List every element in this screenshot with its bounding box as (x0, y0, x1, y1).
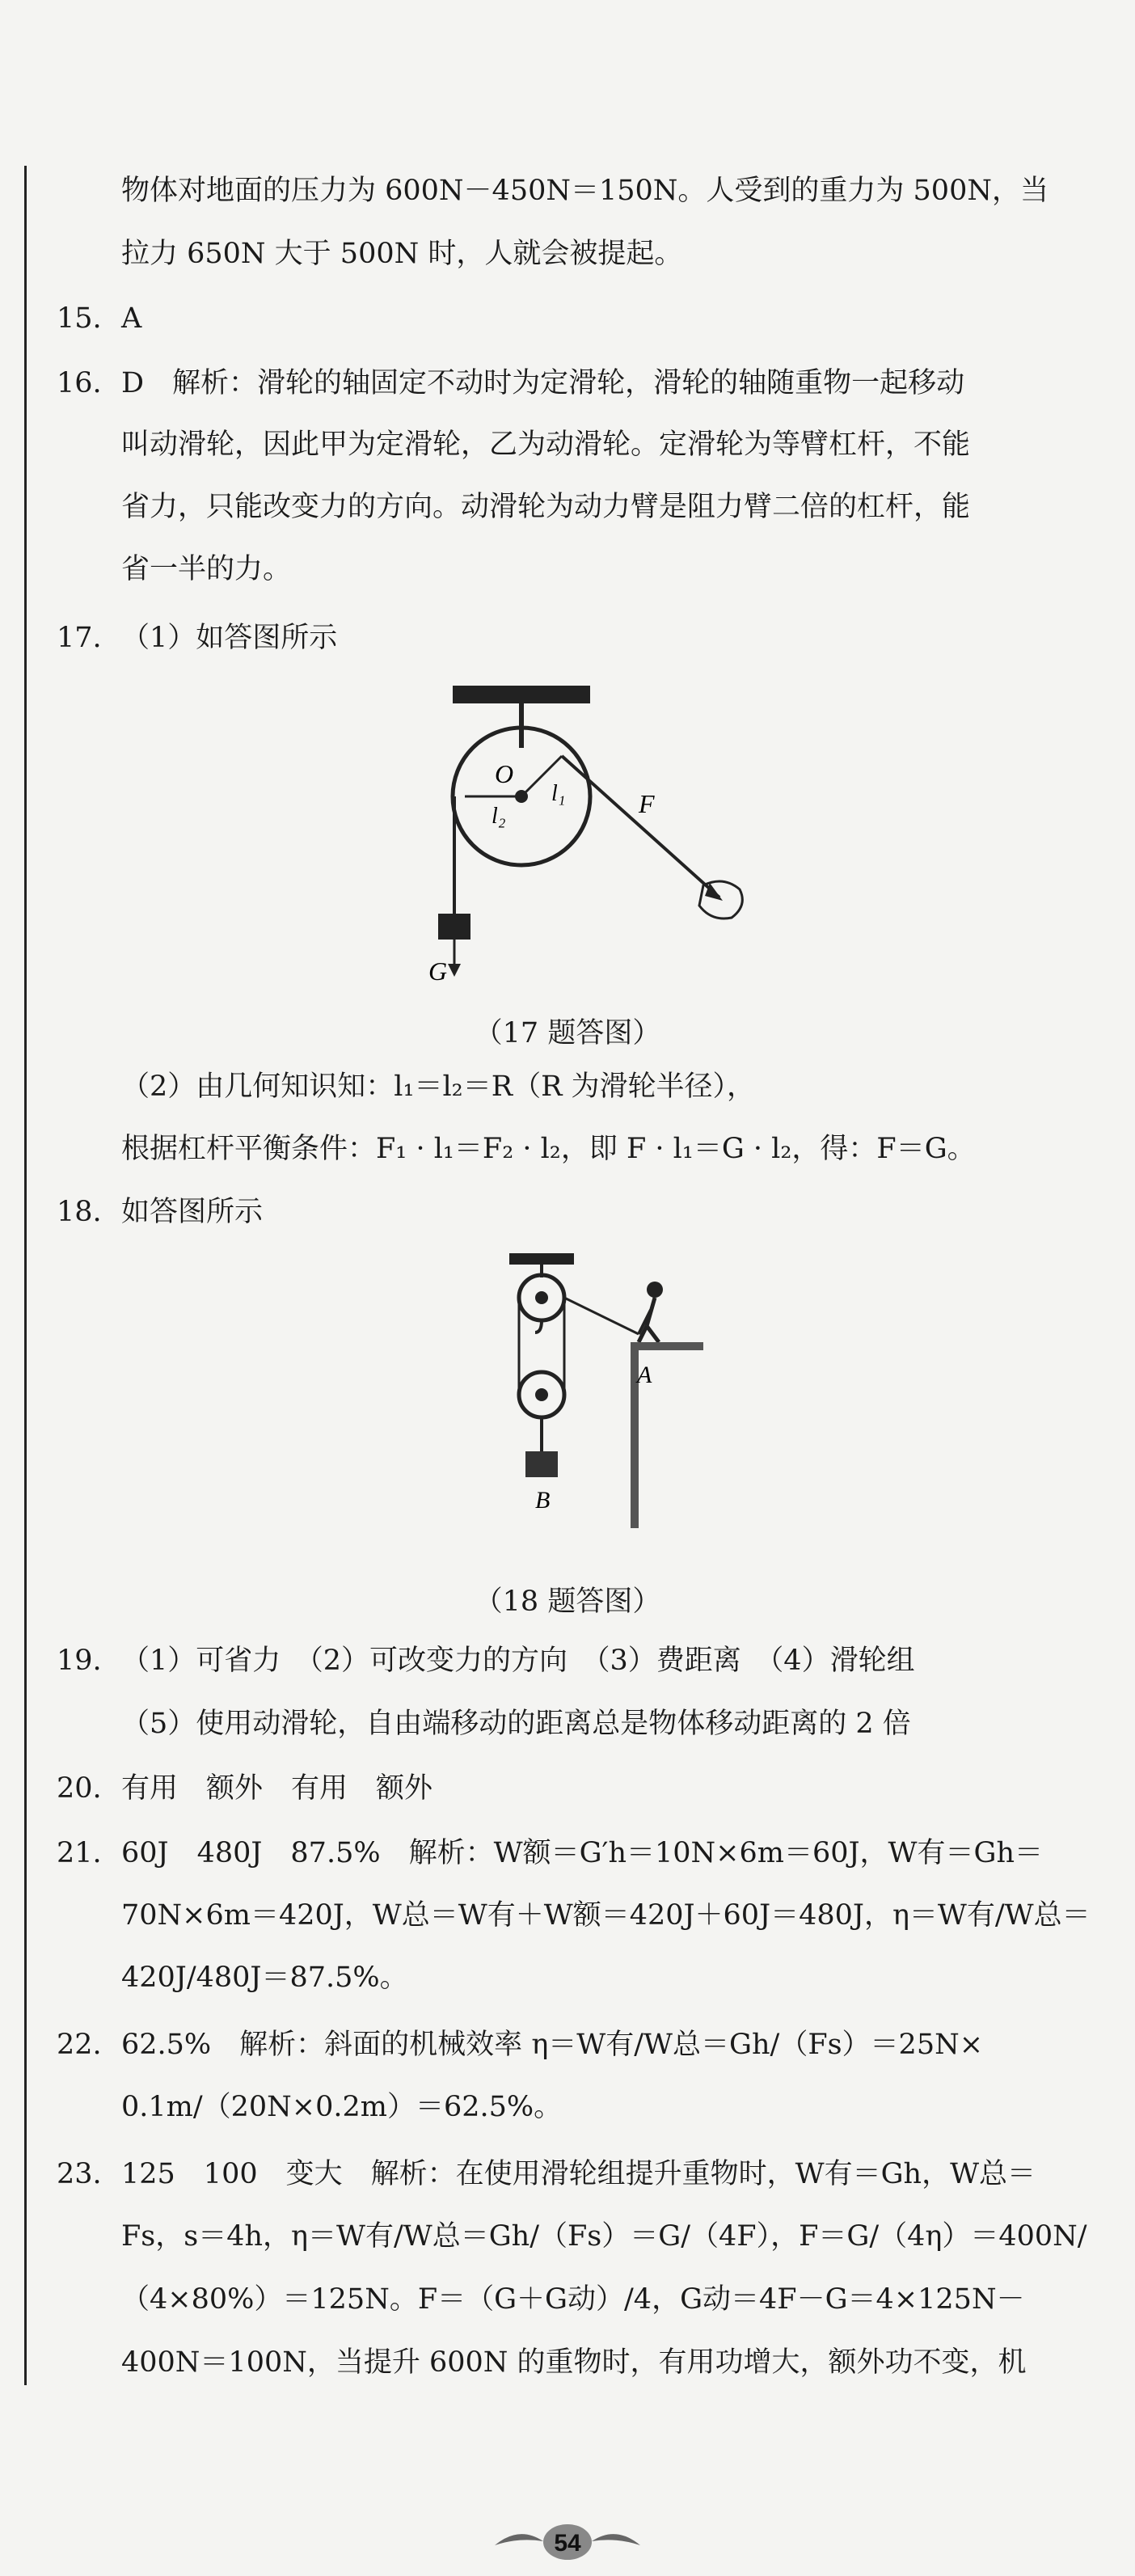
question-23: 23. 125 100 变大 解析：在使用滑轮组提升重物时，W有＝Gh，W总＝ (57, 2158, 1036, 2190)
label-l2: l₂ (492, 804, 506, 829)
question-18: 18. 如答图所示 (57, 1196, 264, 1228)
text-line: 420J/480J＝87.5%。 (121, 1962, 408, 1994)
text-line: 70N×6m＝420J，W总＝W有＋W额＝420J＋60J＝480J，η＝W有/W总＝ (121, 1899, 1091, 1932)
label-G: G (428, 956, 448, 986)
label-l1: l₁ (551, 781, 566, 806)
question-20: 20. 有用 额外 有用 额外 (57, 1772, 433, 1805)
text-line: 物体对地面的压力为 600N－450N＝150N。人受到的重力为 500N，当 (121, 175, 1049, 207)
question-15: 15. A (57, 302, 142, 335)
label-B: B (535, 1487, 551, 1514)
question-21: 21. 60J 480J 87.5% 解析：W额＝G′h＝10N×6m＝60J，W有＝Gh＝ (57, 1837, 1043, 1869)
label-F: F (639, 789, 655, 818)
figure-18-caption: （18 题答图） (474, 1586, 661, 1618)
text-line: 省力，只能改变力的方向。动滑轮为动力臂是阻力臂二倍的杠杆，能 (121, 491, 971, 523)
text-line: （5）使用动滑轮，自由端移动的距离总是物体移动距离的 2 倍 (121, 1708, 911, 1740)
text-line: 省一半的力。 (121, 553, 292, 585)
text-line: 根据杠杆平衡条件：F₁ · l₁＝F₂ · l₂，即 F · l₁＝G · l₂，得：F＝G。 (121, 1133, 976, 1165)
text-line: 拉力 650N 大于 500N 时，人就会被提起。 (121, 238, 683, 270)
label-A: A (637, 1362, 652, 1388)
figure-17-fixed-pulley (404, 679, 776, 995)
text-line: Fs，s＝4h，η＝W有/W总＝Gh/（Fs）＝G/（4F），F＝G/（4η）＝400N/ (121, 2220, 1087, 2253)
figure-17-caption: （17 题答图） (474, 1017, 661, 1049)
question-16: 16. D 解析：滑轮的轴固定不动时为定滑轮，滑轮的轴随重物一起移动 (57, 367, 965, 399)
question-22: 22. 62.5% 解析：斜面的机械效率 η＝W有/W总＝Gh/（Fs）＝25N× (57, 2029, 984, 2061)
text-line: 叫动滑轮，因此甲为定滑轮，乙为动滑轮。定滑轮为等臂杠杆，不能 (121, 429, 971, 461)
page-number: 54 (554, 2530, 581, 2557)
text-line: 400N＝100N，当提升 600N 的重物时，有用功增大，额外功不变，机 (121, 2346, 1027, 2379)
figure-18-pulley-block (485, 1245, 728, 1544)
question-19: 19. （1）可省力 （2）可改变力的方向 （3）费距离 （4）滑轮组 (57, 1645, 915, 1677)
page-number-badge (487, 2515, 648, 2568)
text-line: （4×80%）＝125N。F＝（G＋G动）/4，G动＝4F－G＝4×125N－ (121, 2283, 1025, 2316)
left-margin-rule (24, 166, 27, 2385)
text-line: （2）由几何知识知：l₁＝l₂＝R（R 为滑轮半径）， (121, 1071, 756, 1103)
text-line: 0.1m/（20N×0.2m）＝62.5%。 (121, 2091, 563, 2123)
label-O: O (495, 759, 514, 788)
question-17: 17. （1）如答图所示 (57, 622, 338, 654)
